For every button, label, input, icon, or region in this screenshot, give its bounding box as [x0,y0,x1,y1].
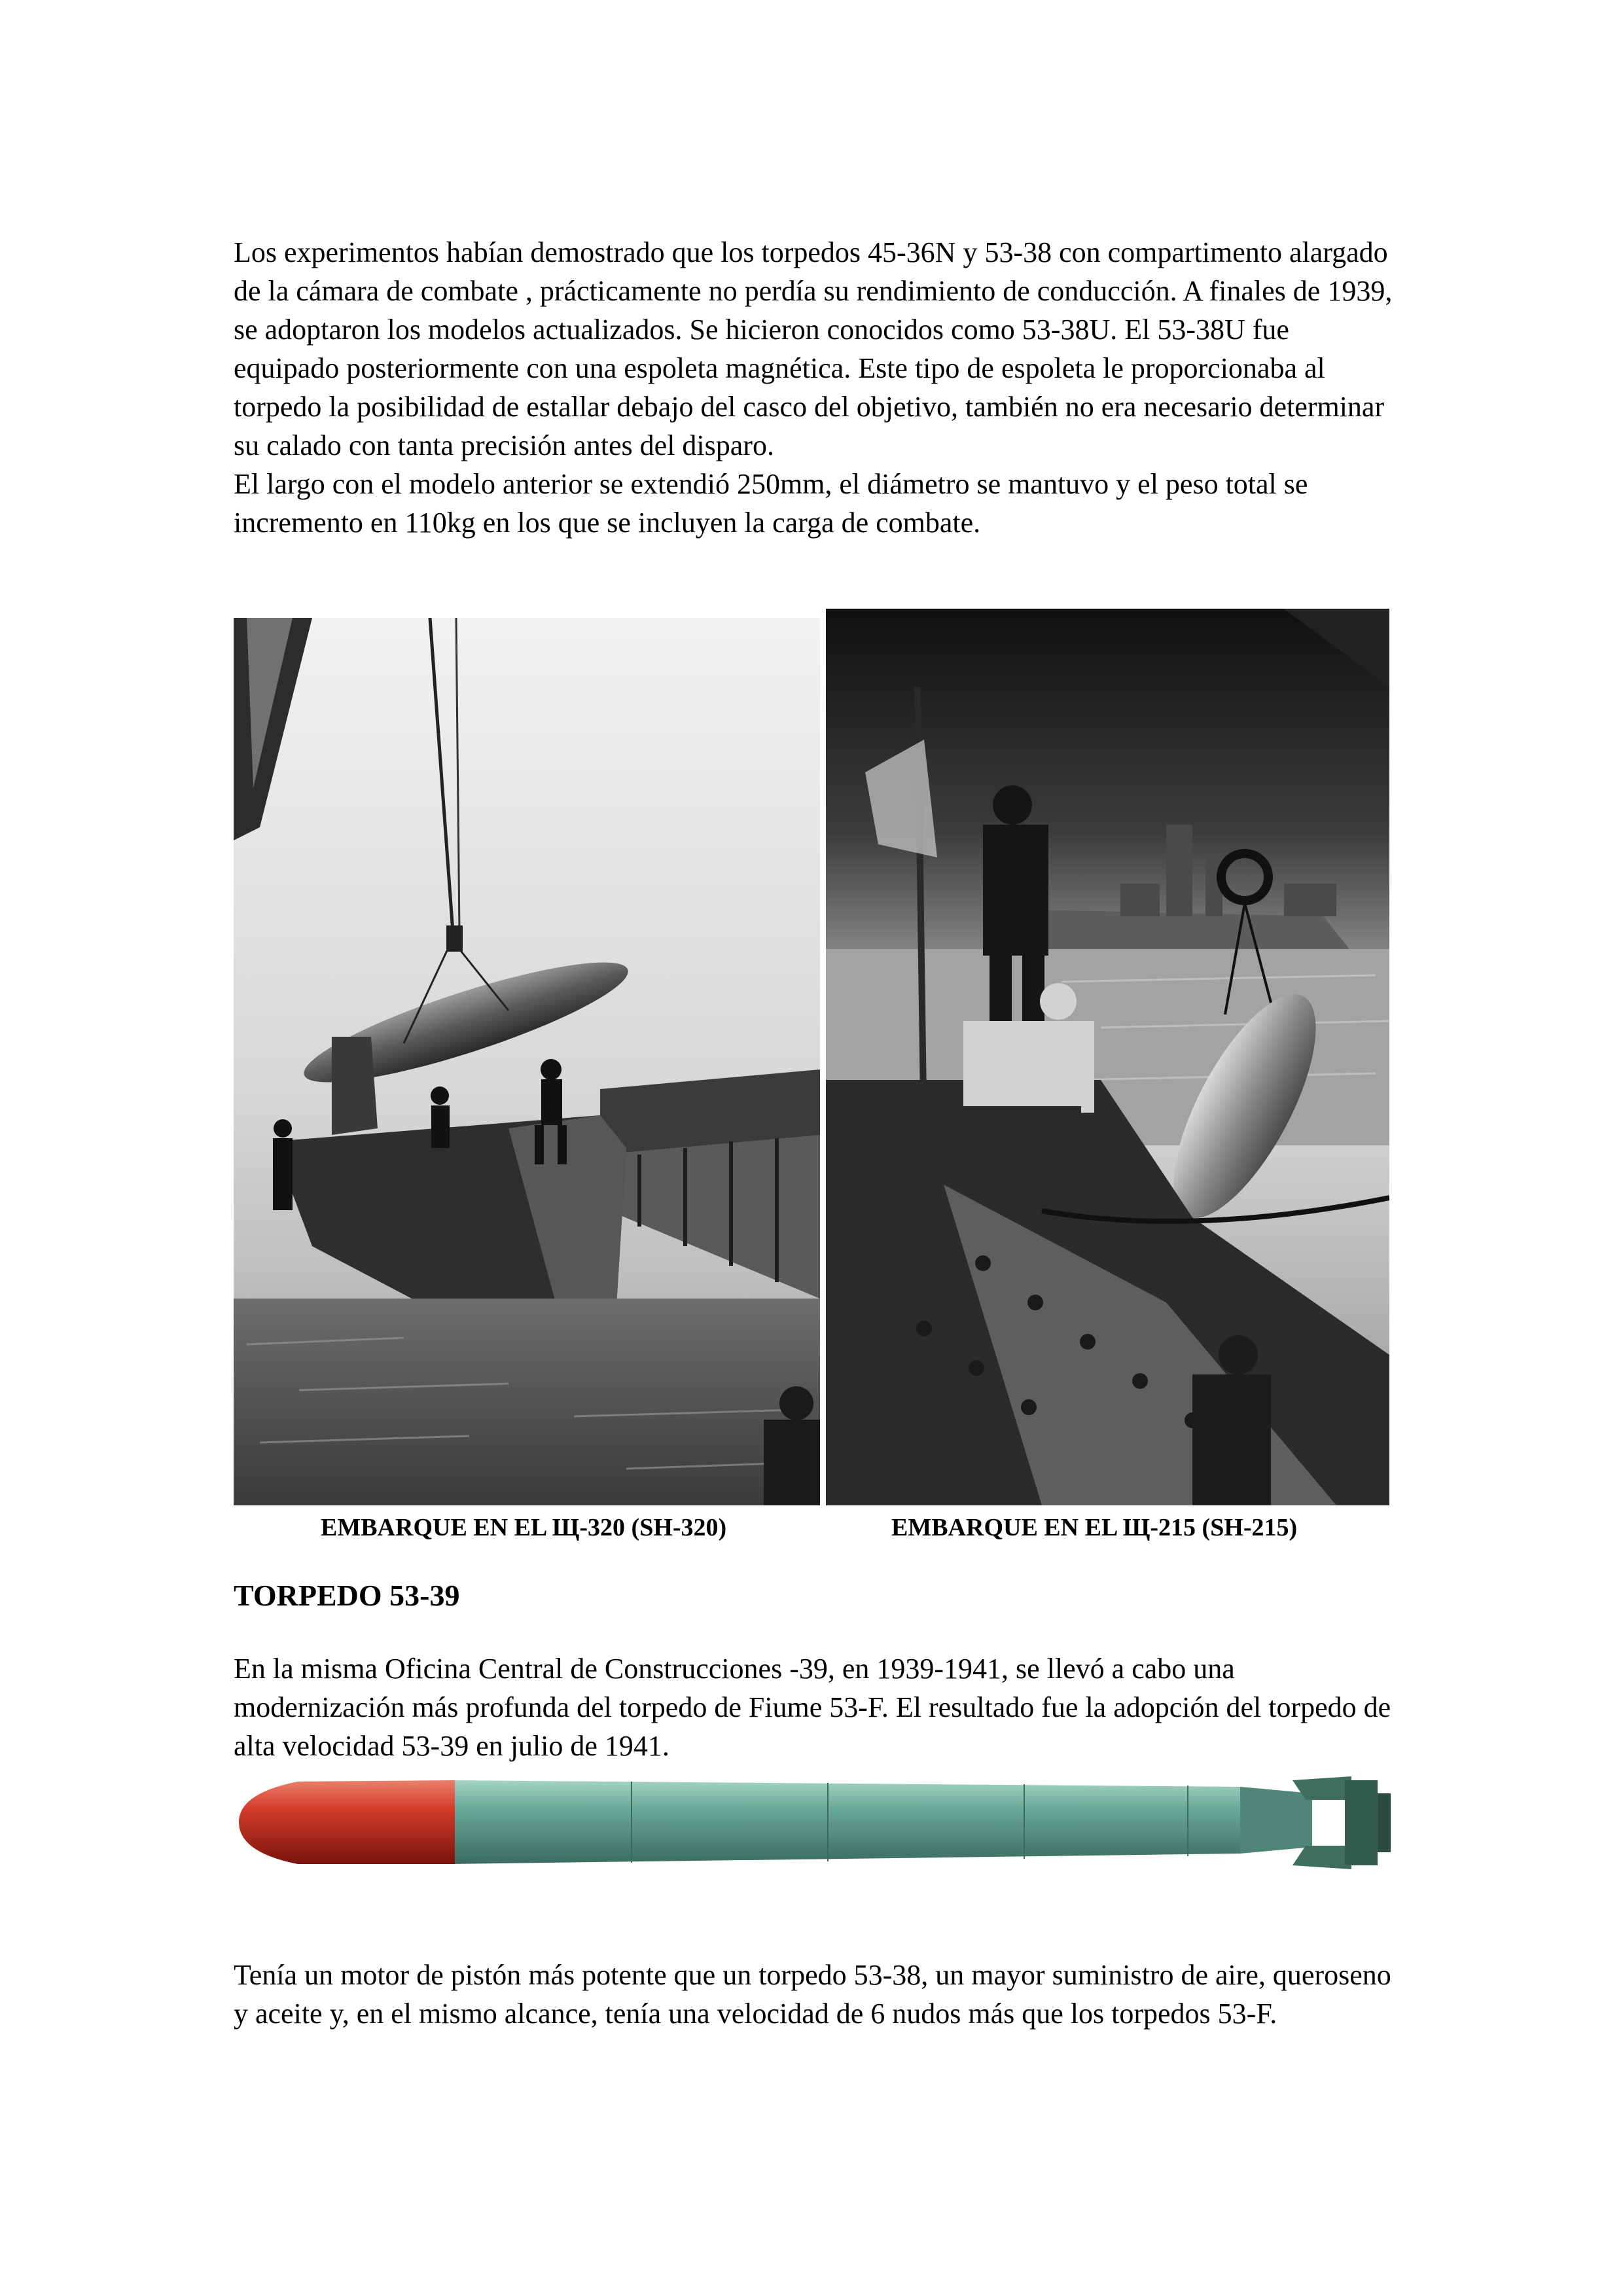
torpedo-53-39-illustration [239,1774,1391,1872]
torpedo-53-39-paragraph-2: Tenía un motor de pistón más potente que un torpedo 53-38, un mayor suministro de aire, queroseno y aceite y, en el mismo alcance, tenía una velocidad de 6 nudos más que los torpedos 53-F. [234,1959,1391,2030]
photo-sh-215-image [826,609,1389,1505]
torpedo-53-39-image [239,1774,1391,1872]
torpedo-53-39-paragraph-1: En la misma Oficina Central de Construcciones -39, en 1939-1941, se llevó a cabo una modernización más profunda del torpedo de Fiume 53-F. El resultado fue la adopción del torpedo de alta velocidad 53-39 en julio de 1941. [234,1653,1391,1762]
intro-paragraph [234,233,1399,542]
photo-sh-320-embarque [234,618,820,1505]
photo-sh-215-embarque [826,609,1389,1505]
photo-caption-sh-320: EMBARQUE EN EL Щ-320 (SH-320) [321,1514,727,1541]
intro-paragraph-text-2: El largo con el modelo anterior se extendió 250mm, el diámetro se mantuvo y el peso total se incremento en 110kg en los que se incluyen la carga de combate. [234,468,1308,539]
photo-caption-sh-215: EMBARQUE EN EL Щ-215 (SH-215) [891,1514,1298,1541]
photo-sh-320-image [234,618,820,1505]
intro-paragraph-text-1: Los experimentos habían demostrado que los torpedos 45-36N y 53-38 con compartimento alargado de la cámara de combate , prácticamente no perdía su rendimiento de conducción. A finales de 1939, se adoptaron los modelos actualizados. Se hicieron conocidos como 53-38U. El 53-38U fue equipado posteriormente con una espoleta magnética. Este tipo de espoleta le proporcionaba al torpedo la posibilidad de estallar debajo del casco del objetivo, también no era necesario determinar su calado con tanta precisión antes del disparo. [234,236,1393,461]
section-heading-torpedo-53-39: TORPEDO 53-39 [234,1579,460,1612]
